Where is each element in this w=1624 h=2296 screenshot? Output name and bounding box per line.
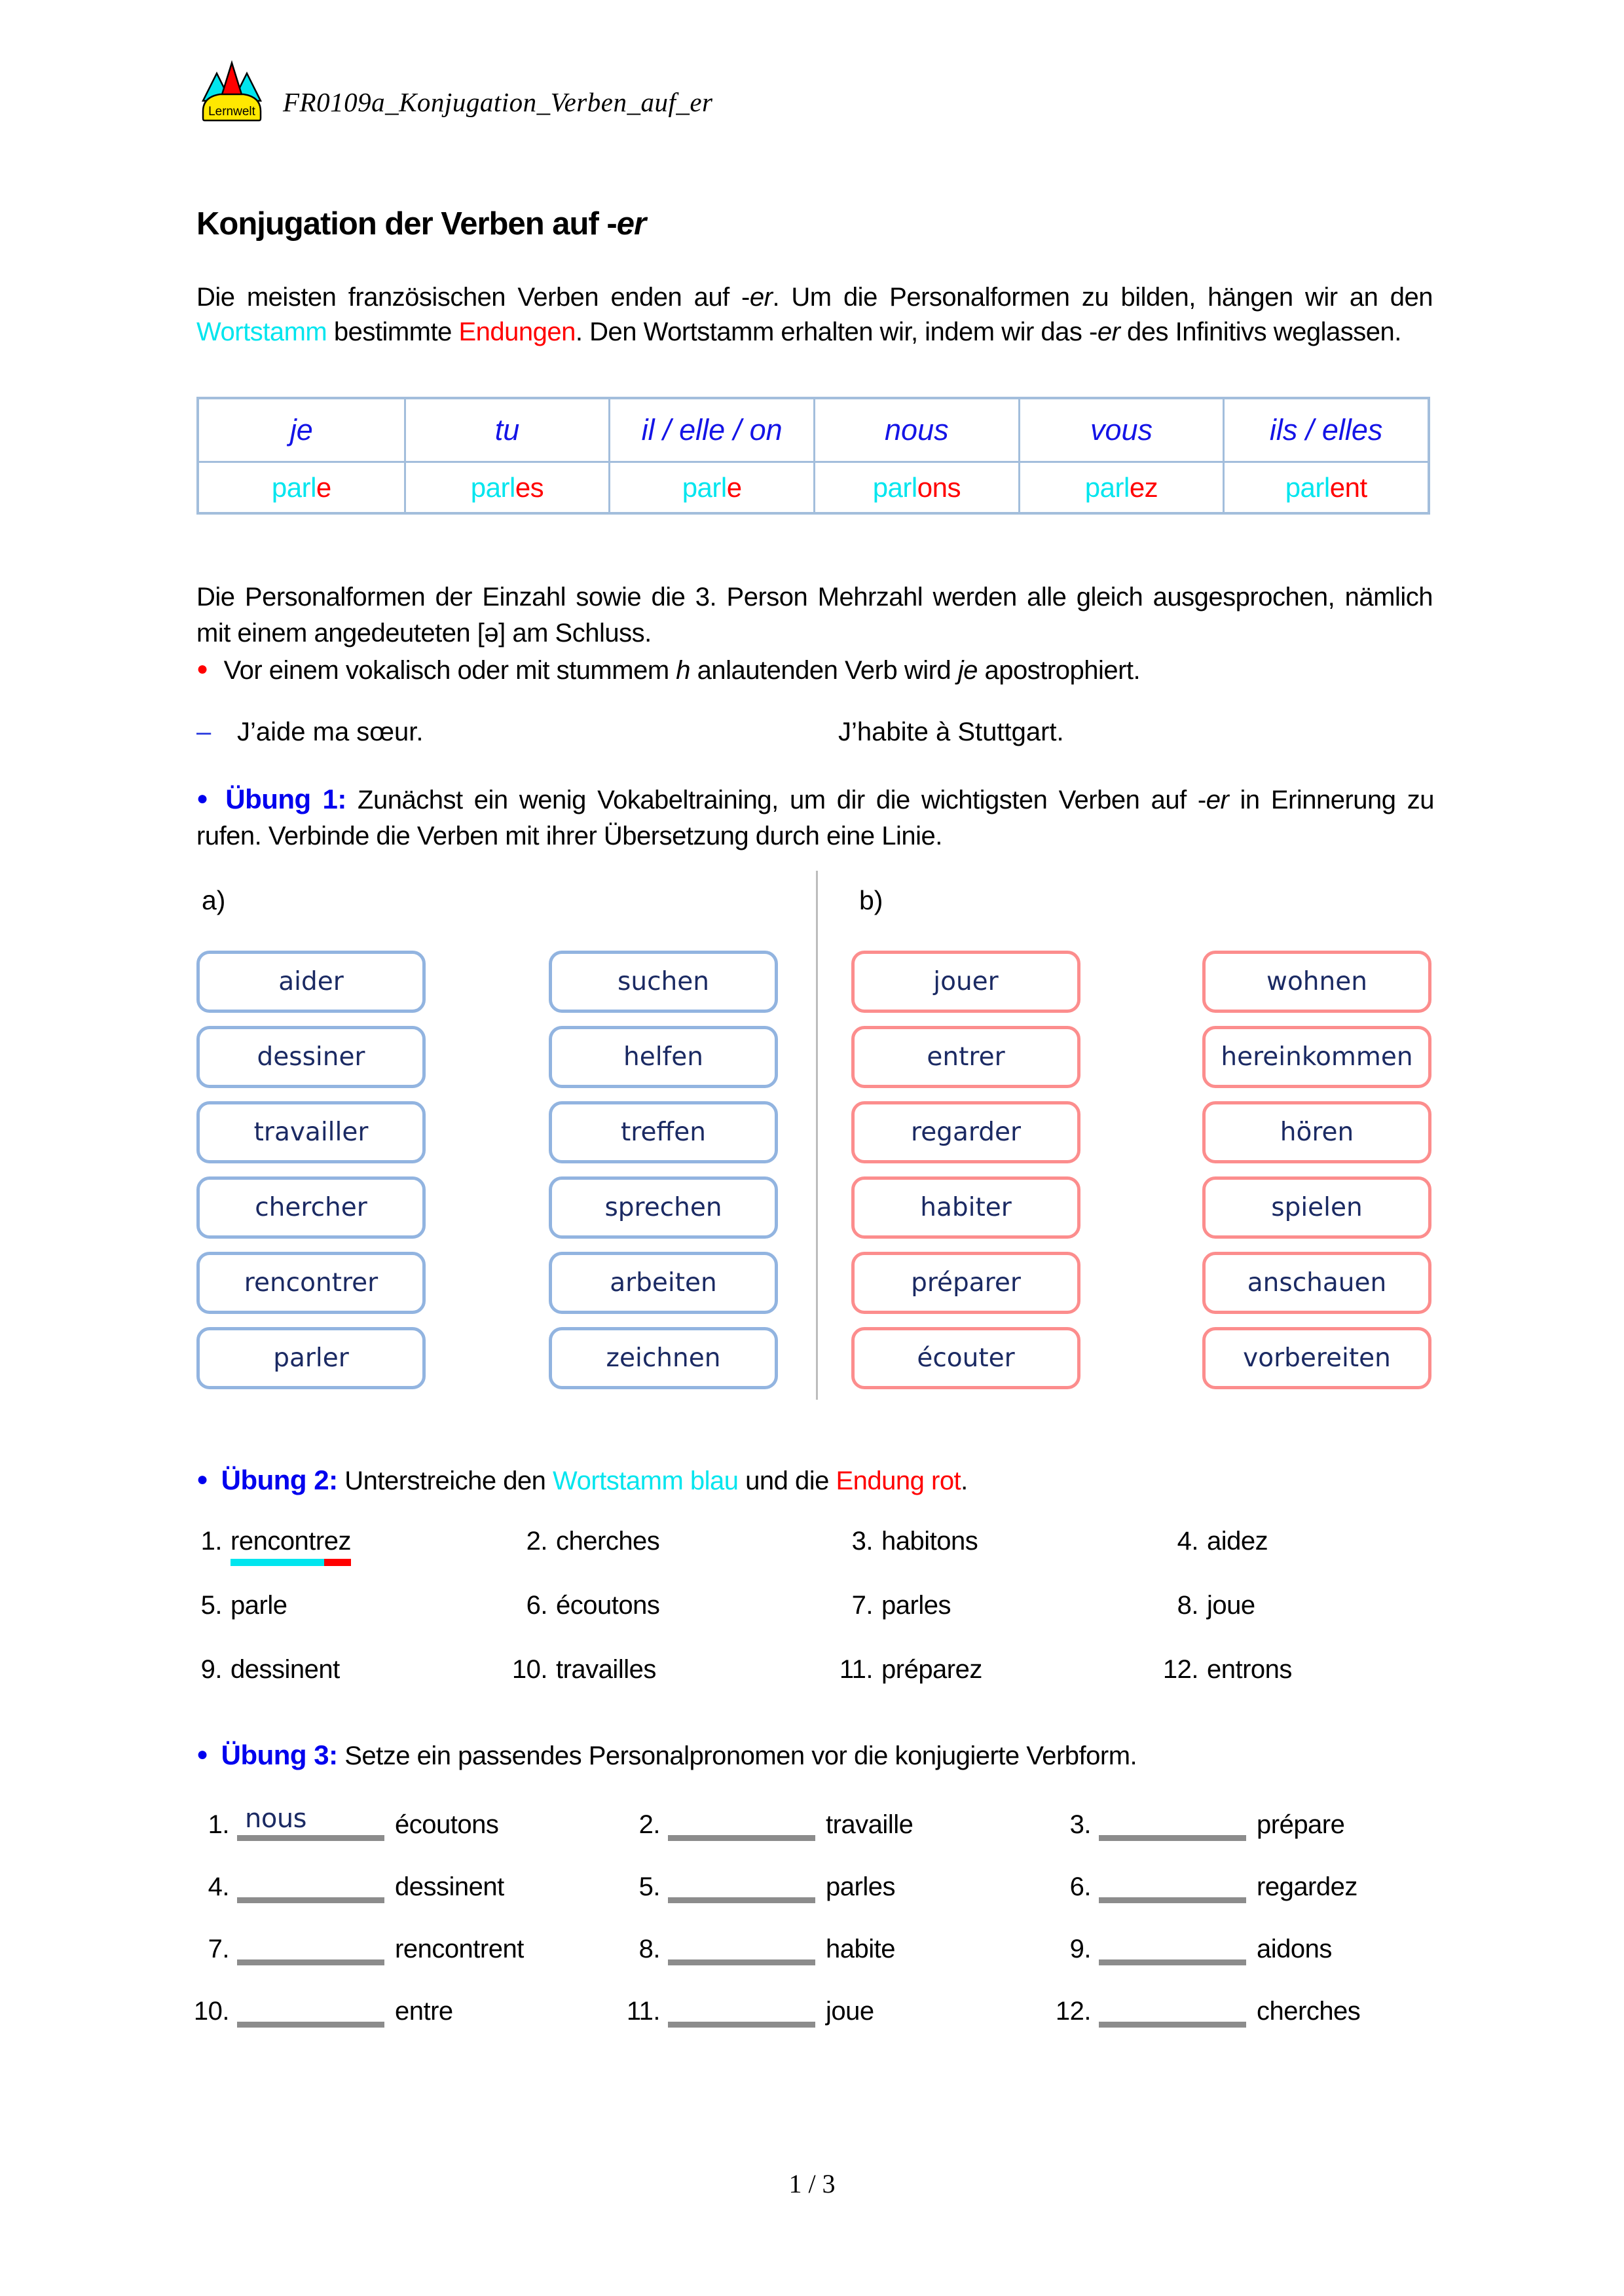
verb-box-label: sprechen xyxy=(604,1193,722,1222)
item-number: 2. xyxy=(526,1527,547,1556)
exercise2-item xyxy=(836,1527,1162,1591)
exercise2-item xyxy=(185,1527,511,1591)
exercise2-item xyxy=(1162,1591,1292,1655)
item-word: entre xyxy=(395,1997,453,2026)
apostrophe-note xyxy=(196,656,1433,685)
exercise2-item xyxy=(185,1591,511,1655)
item-number: 12. xyxy=(1055,1997,1091,2026)
exercise3-instructions: Setze ein passendes Personalpronomen vor die konjugierte Verbform. xyxy=(337,1741,1137,1770)
conjugation-cell xyxy=(608,461,813,512)
answer-blank[interactable] xyxy=(668,1861,815,1903)
verb-box[interactable] xyxy=(851,1101,1080,1163)
text-segment: er xyxy=(1206,786,1229,814)
exercise2-instructions xyxy=(338,1467,968,1495)
verb-box-label: arbeiten xyxy=(610,1268,717,1298)
exercise3-item xyxy=(618,1923,1048,1965)
answer-blank[interactable] xyxy=(237,1923,384,1965)
item-number: 5. xyxy=(638,1872,660,1901)
verb-box-label: hören xyxy=(1280,1118,1354,1147)
item-number: 5. xyxy=(200,1591,222,1620)
item-number: 3. xyxy=(851,1527,873,1556)
item-word: dessinent xyxy=(231,1655,340,1684)
exercise3-item xyxy=(618,1861,1048,1903)
item-word: joue xyxy=(1207,1591,1255,1620)
verb-box[interactable] xyxy=(196,1101,426,1163)
verb-box-label: anschauen xyxy=(1247,1268,1387,1298)
verb-box-label: aider xyxy=(278,967,344,996)
underlined-ending: ez xyxy=(324,1527,351,1566)
exercise3-items xyxy=(187,1799,1360,2048)
verb-box-label: jouer xyxy=(933,967,999,996)
conjugation-cell xyxy=(1018,461,1223,512)
section-divider xyxy=(816,871,818,1400)
exercise1-heading xyxy=(196,780,1434,854)
verb-box[interactable] xyxy=(196,1327,426,1389)
text-segment: Die meisten französischen Verben enden auf - xyxy=(196,283,750,312)
item-number: 12. xyxy=(1162,1655,1198,1684)
item-number: 6. xyxy=(1069,1872,1091,1901)
pronoun-cell: ils / elles xyxy=(1223,399,1428,461)
page-header xyxy=(198,60,713,122)
verb-box[interactable] xyxy=(1202,1101,1431,1163)
answer-blank[interactable] xyxy=(668,1798,815,1841)
text-segment: er xyxy=(749,283,773,312)
verb-box[interactable] xyxy=(1202,1327,1431,1389)
verb-box[interactable] xyxy=(196,1176,426,1239)
dash-bullet-icon: – xyxy=(196,718,212,746)
exercise3-item xyxy=(1048,1923,1360,1965)
verb-box-label: parler xyxy=(273,1343,349,1373)
text-segment: anlautenden Verb wird xyxy=(690,656,958,685)
verb-ending: ent xyxy=(1329,471,1367,503)
verb-box[interactable] xyxy=(1202,951,1431,1013)
item-word: habitons xyxy=(881,1527,978,1556)
verb-box[interactable] xyxy=(1202,1026,1431,1088)
exercise2-item xyxy=(836,1655,1162,1719)
example-sentence-1: J’aide ma sœur. xyxy=(237,718,424,746)
verb-stem: parl xyxy=(1285,471,1330,503)
red-bullet-icon: ● xyxy=(196,658,208,680)
exercise2-items xyxy=(185,1527,1292,1719)
item-number: 7. xyxy=(208,1935,229,1963)
text-segment: Zunächst ein wenig Vokabeltraining, um dir die wichtigsten Verben auf - xyxy=(346,786,1206,814)
answer-blank[interactable] xyxy=(1099,1923,1246,1965)
item-word: parles xyxy=(881,1591,951,1620)
conjugation-cell xyxy=(1223,461,1428,512)
item-word: parle xyxy=(231,1591,287,1620)
group-b-german-column xyxy=(1202,951,1431,1389)
verb-ending: e xyxy=(316,471,331,503)
verb-box[interactable] xyxy=(851,1176,1080,1239)
verb-box[interactable] xyxy=(549,951,778,1013)
page-number: 1 / 3 xyxy=(788,2169,836,2198)
verb-box[interactable] xyxy=(549,1176,778,1239)
conjugation-cell xyxy=(199,461,404,512)
verb-ending: ez xyxy=(1129,471,1158,503)
pronoun-cell: je xyxy=(199,399,404,461)
text-segment: . Um die Personalformen zu bilden, hängen wir an den xyxy=(772,283,1433,312)
highlighted-text: Wortstamm xyxy=(196,318,327,346)
document-id: FR0109a_Konjugation_Verben_auf_er xyxy=(283,87,713,117)
text-segment: Vor einem vokalisch oder mit stummem xyxy=(223,656,676,685)
item-number: 8. xyxy=(1177,1591,1198,1620)
text-segment: h xyxy=(676,656,690,685)
verb-box-label: helfen xyxy=(623,1042,703,1072)
lernwelt-logo-icon xyxy=(198,60,266,122)
item-number: 10. xyxy=(511,1655,547,1684)
exercise3-item xyxy=(618,1986,1048,2028)
answer-blank[interactable] xyxy=(237,1798,384,1841)
text-segment: in Erinnerung zu rufen. Verbinde die Verben mit ihrer Übersetzung durch eine Linie. xyxy=(196,786,1435,850)
verb-box-label: wohnen xyxy=(1266,967,1367,996)
item-word: habite xyxy=(826,1935,895,1963)
exercise3-heading xyxy=(196,1736,1434,1774)
item-number: 10. xyxy=(193,1997,229,2026)
item-word: cherches xyxy=(556,1527,660,1556)
section-b-label: b) xyxy=(859,885,883,915)
text-segment: apostrophiert. xyxy=(977,656,1141,685)
apostrophe-note-text xyxy=(224,656,1141,685)
item-word xyxy=(231,1527,351,1556)
verb-box-label: travailler xyxy=(253,1118,369,1147)
exercise3-item xyxy=(618,1799,1048,1841)
exercise2-item xyxy=(511,1527,836,1591)
answer-blank[interactable] xyxy=(1099,1798,1246,1841)
verb-box-label: écouter xyxy=(917,1343,1015,1373)
verb-stem: parl xyxy=(872,471,917,503)
verb-box[interactable] xyxy=(851,951,1080,1013)
item-number: 4. xyxy=(1177,1527,1198,1556)
page-title xyxy=(196,206,646,242)
exercise3-item xyxy=(187,1923,618,1965)
exercise1-label: Übung 1: xyxy=(225,784,346,814)
exercise2-item xyxy=(1162,1527,1292,1591)
verb-box-label: treffen xyxy=(620,1118,707,1147)
verb-box-label: zeichnen xyxy=(606,1343,721,1373)
item-number: 1. xyxy=(200,1527,222,1556)
group-a-german-column xyxy=(549,951,778,1389)
answer-blank[interactable] xyxy=(1099,1985,1246,2028)
highlighted-text: Endungen xyxy=(458,318,576,346)
pronoun-cell: tu xyxy=(404,399,609,461)
item-word: écoutons xyxy=(556,1591,660,1620)
item-number: 11. xyxy=(626,1997,660,2026)
verb-stem: parl xyxy=(271,471,316,503)
pronoun-cell: vous xyxy=(1018,399,1223,461)
logo-label: Lernwelt xyxy=(208,105,255,118)
exercise2-item xyxy=(836,1591,1162,1655)
item-word: entrons xyxy=(1207,1655,1292,1684)
item-number: 3. xyxy=(1069,1810,1091,1839)
verb-ending: ons xyxy=(917,471,961,503)
item-word: prépare xyxy=(1257,1810,1345,1839)
item-number: 8. xyxy=(638,1935,660,1963)
text-segment: Konjugation der Verben auf - xyxy=(196,206,617,242)
text-segment: . xyxy=(961,1467,968,1495)
conjugation-table xyxy=(196,397,1430,515)
exercise2-item xyxy=(511,1591,836,1655)
text-segment: er xyxy=(1097,318,1120,346)
exercise2-label: Übung 2: xyxy=(221,1465,338,1495)
conjugation-cell xyxy=(813,461,1018,512)
item-number: 11. xyxy=(839,1655,873,1684)
answer-blank[interactable] xyxy=(668,1985,815,2028)
verb-box[interactable] xyxy=(196,951,426,1013)
item-number: 1. xyxy=(208,1810,229,1839)
text-segment: bestimmte xyxy=(327,318,459,346)
underlined-stem: rencontr xyxy=(231,1527,324,1566)
item-word: dessinent xyxy=(395,1872,504,1901)
answer-blank[interactable] xyxy=(237,1861,384,1903)
verb-box-label: vorbereiten xyxy=(1243,1343,1391,1373)
item-word: travailles xyxy=(556,1655,656,1684)
exercise2-item xyxy=(511,1655,836,1719)
text-segment: . Den Wortstamm erhalten wir, indem wir das - xyxy=(575,318,1098,346)
pronoun-cell: il / elle / on xyxy=(608,399,813,461)
text-segment: des Infinitivs weglassen. xyxy=(1120,318,1401,346)
highlighted-text: Endung rot xyxy=(836,1467,961,1495)
highlighted-text: Wortstamm blau xyxy=(553,1467,739,1495)
item-word: parles xyxy=(826,1872,895,1901)
item-number: 9. xyxy=(200,1655,222,1684)
conjugation-cell xyxy=(404,461,609,512)
item-number: 4. xyxy=(208,1872,229,1901)
item-word: écoutons xyxy=(395,1810,499,1839)
exercise2-heading xyxy=(196,1461,1434,1499)
section-a-label: a) xyxy=(202,885,226,915)
example-sentences xyxy=(196,718,1433,752)
example-sentence-2: J’habite à Stuttgart. xyxy=(838,718,1064,746)
exercise3-label: Übung 3: xyxy=(221,1740,338,1770)
verb-box[interactable] xyxy=(851,1026,1080,1088)
verb-box-label: entrer xyxy=(927,1042,1005,1072)
blue-bullet-icon: ● xyxy=(196,1743,208,1765)
verb-ending: es xyxy=(515,471,544,503)
item-word: regardez xyxy=(1257,1872,1357,1901)
verb-box[interactable] xyxy=(196,1026,426,1088)
verb-box-label: habiter xyxy=(920,1193,1012,1222)
verb-box[interactable] xyxy=(1202,1252,1431,1314)
group-a-french-column xyxy=(196,951,426,1389)
text-segment: Unterstreiche den xyxy=(337,1467,553,1495)
verb-stem: parl xyxy=(470,471,515,503)
exercise2-item xyxy=(1162,1655,1292,1719)
answer-blank[interactable] xyxy=(1099,1861,1246,1903)
exercise3-item xyxy=(1048,1799,1360,1841)
text-segment: er xyxy=(616,206,646,242)
item-word: préparez xyxy=(881,1655,982,1684)
verb-stem: parl xyxy=(682,471,727,503)
verb-box-label: chercher xyxy=(255,1193,367,1222)
intro-paragraph xyxy=(196,280,1433,350)
item-number: 2. xyxy=(638,1810,660,1839)
verb-box[interactable] xyxy=(549,1252,778,1314)
verb-box-label: préparer xyxy=(911,1268,1021,1298)
blue-bullet-icon: ● xyxy=(196,788,213,809)
item-number: 7. xyxy=(851,1591,873,1620)
exercise3-item xyxy=(187,1799,618,1841)
verb-box[interactable] xyxy=(196,1252,426,1314)
pronoun-cell: nous xyxy=(813,399,1018,461)
verb-box[interactable] xyxy=(851,1327,1080,1389)
text-segment: je xyxy=(957,656,978,685)
item-number: 9. xyxy=(1069,1935,1091,1963)
exercise3-item xyxy=(187,1986,618,2028)
item-word: aidons xyxy=(1257,1935,1332,1963)
item-word: aidez xyxy=(1207,1527,1268,1556)
verb-box[interactable] xyxy=(549,1327,778,1389)
answer-blank[interactable] xyxy=(668,1923,815,1965)
exercise2-item xyxy=(185,1655,511,1719)
verb-box[interactable] xyxy=(549,1101,778,1163)
item-word: joue xyxy=(826,1997,874,2026)
verb-box[interactable] xyxy=(549,1026,778,1088)
answer-blank[interactable] xyxy=(237,1985,384,2028)
written-answer: nous xyxy=(245,1804,307,1834)
item-number: 6. xyxy=(526,1591,547,1620)
item-word: travaille xyxy=(826,1810,913,1839)
item-word: rencontrent xyxy=(395,1935,524,1963)
verb-box-label: rencontrer xyxy=(244,1268,378,1298)
verb-box[interactable] xyxy=(1202,1176,1431,1239)
exercise3-item xyxy=(1048,1986,1360,2028)
verb-box-label: suchen xyxy=(618,967,709,996)
pronunciation-paragraph: Die Personalformen der Einzahl sowie die 3. Person Mehrzahl werden alle gleich ausgesprochen, nämlich mit einem angedeuteten [ə] am Schluss. xyxy=(196,583,1433,647)
verb-box-label: hereinkommen xyxy=(1221,1042,1413,1072)
exercise1-instructions xyxy=(196,786,1434,850)
item-word: cherches xyxy=(1257,1997,1361,2026)
blue-bullet-icon: ● xyxy=(196,1468,208,1490)
verb-box[interactable] xyxy=(851,1252,1080,1314)
verb-box-label: spielen xyxy=(1271,1193,1363,1222)
exercise3-item xyxy=(1048,1861,1360,1903)
exercise3-item xyxy=(187,1861,618,1903)
group-b-french-column xyxy=(851,951,1080,1389)
verb-stem: parl xyxy=(1084,471,1130,503)
verb-box-label: dessiner xyxy=(257,1042,365,1072)
text-segment: und die xyxy=(738,1467,836,1495)
verb-box-label: regarder xyxy=(911,1118,1021,1147)
verb-ending: e xyxy=(726,471,742,503)
